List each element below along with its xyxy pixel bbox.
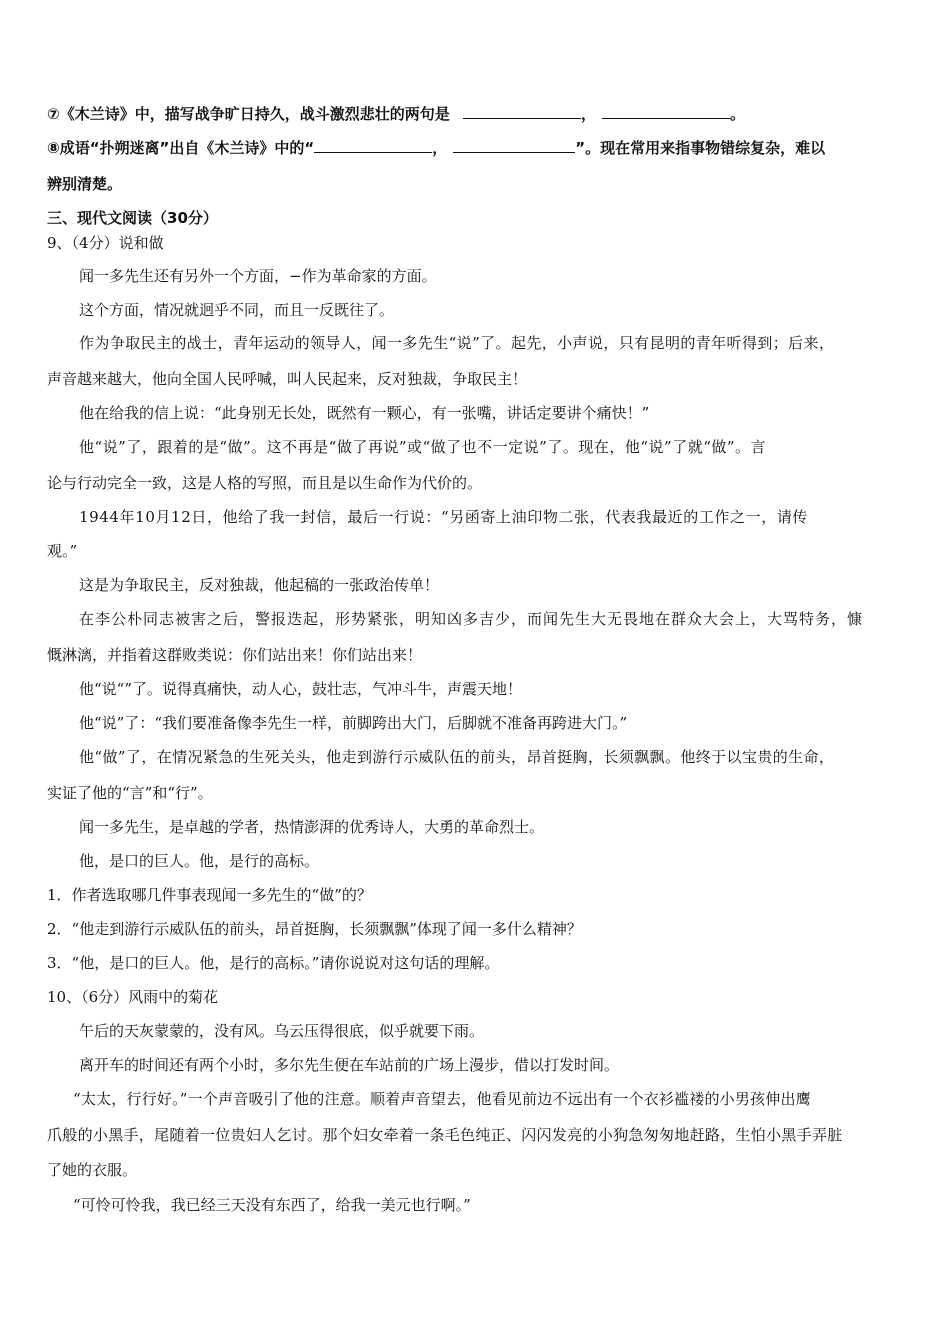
paragraph: 他“说“”了。说得真痛快，动人心，鼓壮志，气冲斗牛，声震天地！ — [79, 680, 523, 698]
question-7-text: ⑦《木兰诗》中，描写战争旷日持久，战斗激烈悲壮的两句是 — [47, 105, 450, 123]
paragraph: 闻一多先生还有另外一个方面，−作为革命家的方面。 — [79, 267, 437, 285]
blank-separator: ， — [580, 105, 596, 123]
question-8-continuation: 辨别清楚。 — [47, 175, 123, 193]
paragraph: 他“做”了，在情况紧急的生死关头，他走到游行示威队伍的前头，昂首挺胸，长须飘飘。他终于以宝贵的生命， — [79, 748, 835, 766]
paragraph: 这是为争取民主，反对独裁，他起稿的一张政治传单！ — [79, 576, 440, 594]
paragraph-continuation: 实证了他的“言”和“行”。 — [47, 784, 213, 802]
sub-question: 2．“他走到游行示威队伍的前头，昂首挺胸，长须飘飘”体现了闻一多什么精神？ — [47, 920, 582, 938]
paragraph: 1944年10月12日，他给了我一封信，最后一行说：“另函寄上油印物二张，代表我最近的工作之一，请传 — [79, 508, 809, 526]
sub-question: 1．作者选取哪几件事表现闻一多先生的“做”的？ — [47, 886, 372, 904]
question-9-header: 9、（4分）说和做 — [47, 234, 164, 252]
paragraph-continuation: 论与行动完全一致，这是人格的写照，而且是以生命作为代价的。 — [47, 474, 483, 492]
sub-question: 3．“他，是口的巨人。他，是行的高标。”请你说说对这句话的理解。 — [47, 954, 500, 972]
blank-separator: ， — [432, 139, 448, 157]
question-7-end: 。 — [729, 105, 745, 123]
paragraph: 离开车的时间还有两个小时，多尔先生便在车站前的广场上漫步，借以打发时间。 — [79, 1056, 620, 1074]
paragraph-continuation: 爪般的小黑手，尾随着一位贵妇人乞讨。那个妇女牵着一条毛色纯正、闪闪发亮的小狗急匆匆地赶路，生怕小黑手弄脏 — [47, 1126, 843, 1144]
paragraph: “太太，行行好。”一个声音吸引了他的注意。顺着声音望去，他看见前边不远出有一个衣衫褴褛的小男孩伸出鹰 — [73, 1090, 811, 1108]
paragraph: 闻一多先生，是卓越的学者，热情澎湃的优秀诗人，大勇的革命烈士。 — [79, 818, 545, 836]
paragraph: 他在给我的信上说：“此身别无长处，既然有一颗心，有一张嘴，讲话定要讲个痛快！” — [79, 404, 650, 422]
answer-blank[interactable] — [314, 138, 432, 153]
answer-blank[interactable] — [602, 104, 730, 119]
paragraph: 这个方面，情况就迥乎不同，而且一反既往了。 — [79, 301, 395, 319]
paragraph: 他“说”了，跟着的是“做”。这不再是“做了再说”或“做了也不一定说”了。现在，他“说”了就“做”。言 — [79, 438, 767, 456]
paragraph: “可怜可怜我，我已经三天没有东西了，给我一美元也行啊。” — [73, 1196, 471, 1214]
answer-blank[interactable] — [463, 104, 581, 119]
paragraph: 作为争取民主的战士，青年运动的领导人，闻一多先生“说”了。起先，小声说，只有昆明的青年听得到；后来， — [79, 334, 835, 352]
paragraph-continuation: 观。” — [47, 542, 78, 560]
section-title: 三、现代文阅读（30分） — [47, 209, 218, 227]
question-8-text-end: ”。现在常用来指事物错综复杂，难以 — [575, 139, 826, 157]
paragraph: 午后的天灰蒙蒙的，没有风。乌云压得很底，似乎就要下雨。 — [79, 1022, 485, 1040]
answer-blank[interactable] — [453, 138, 575, 153]
question-7 — [47, 104, 908, 124]
question-8-text: ⑧成语“扑朔迷离”出自《木兰诗》中的“ — [47, 139, 315, 157]
paragraph-continuation: 慨淋漓，并指着这群败类说：你们站出来！你们站出来！ — [47, 646, 423, 664]
question-10-header: 10、（6分）风雨中的菊花 — [47, 988, 219, 1006]
paragraph-continuation: 声音越来越大，他向全国人民呼喊，叫人民起来，反对独裁，争取民主！ — [47, 370, 528, 388]
paragraph: 他，是口的巨人。他，是行的高标。 — [79, 852, 320, 870]
paragraph-continuation: 了她的衣服。 — [47, 1161, 138, 1179]
question-8 — [47, 138, 908, 158]
paragraph: 他“说”了：“我们要准备像李先生一样，前脚跨出大门，后脚就不准备再跨进大门。” — [79, 714, 628, 732]
paragraph: 在李公朴同志被害之后，警报迭起，形势紧张，明知凶多吉少，而闻先生大无畏地在群众大会上，大骂特务，慷 — [79, 610, 864, 628]
